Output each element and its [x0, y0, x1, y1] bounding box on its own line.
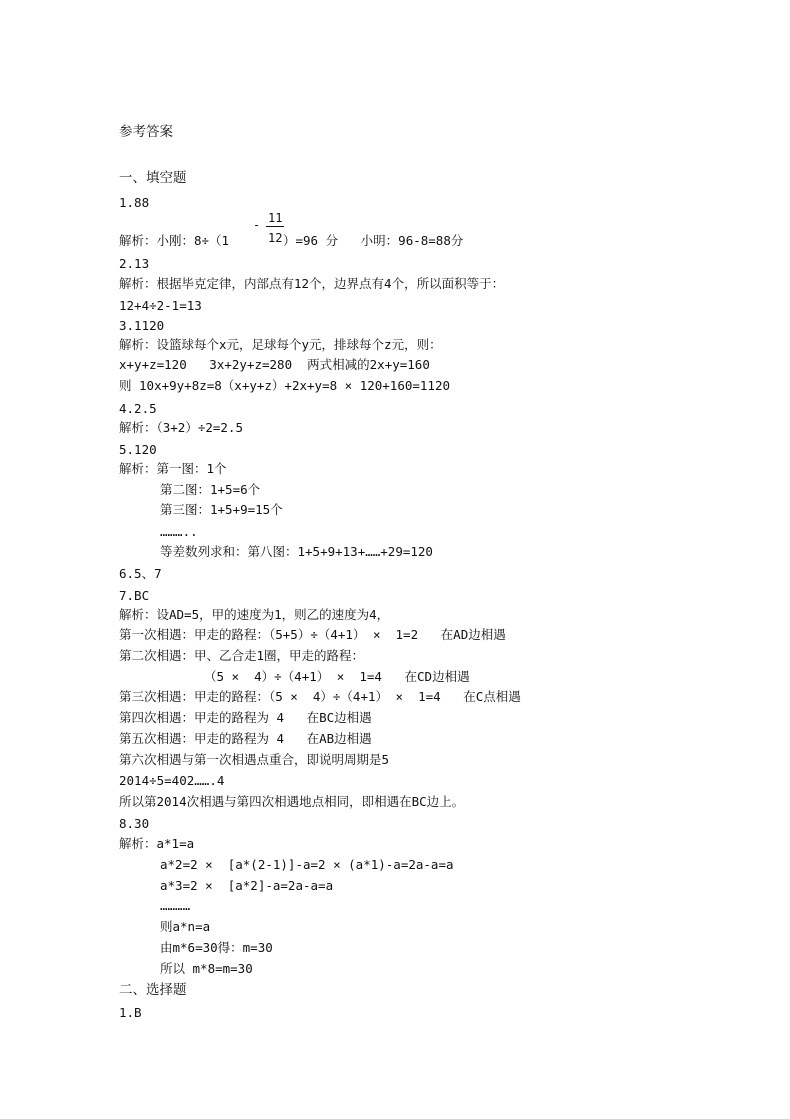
q5-explanation: 解析：第一图：1个 — [119, 461, 227, 476]
q2-number: 2.13 — [119, 256, 150, 271]
page-title: 参考答案 — [119, 124, 173, 140]
q5-number: 5.120 — [119, 442, 157, 457]
q1-explanation-suffix: ）=96 分 小明：96-8=88分 — [283, 233, 464, 248]
q7-meeting-2: 第二次相遇：甲、乙合走1圈，甲走的路程： — [119, 648, 365, 663]
q5-sum: 等差数列求和：第八图：1+5+9+13+……+29=120 — [160, 544, 433, 559]
q5-figure-3: 第三图：1+5+9=15个 — [160, 502, 283, 517]
q8-answer: 所以 m*8=m=30 — [160, 961, 253, 976]
q7-explanation: 解析：设AD=5，甲的速度为1，则乙的速度为4， — [119, 607, 390, 622]
q7-meeting-5: 第五次相遇：甲走的路程为 4 在AB边相遇 — [119, 731, 372, 746]
q7-meeting-4: 第四次相遇：甲走的路程为 4 在BC边相遇 — [119, 710, 372, 725]
c1-number: 1.B — [119, 1005, 142, 1020]
q3-result: 则 10x+9y+8z=8（x+y+z）+2x+y=8 × 120+160=1120 — [119, 378, 450, 393]
q3-explanation: 解析：设篮球每个x元，足球每个y元，排球每个z元，则： — [119, 337, 442, 352]
q7-division: 2014÷5=402…….4 — [119, 773, 225, 788]
q8-solve: 由m*6=30得：m=30 — [160, 940, 273, 955]
q1-fraction-numerator: 11 — [268, 211, 283, 225]
q8-general: 则a*n=a — [160, 919, 211, 934]
q1-minus-sign: - — [253, 218, 261, 232]
q4-number: 4.2.5 — [119, 401, 157, 416]
q5-ellipsis: ……….. — [160, 524, 198, 539]
q3-number: 3.1120 — [119, 318, 165, 333]
q1-fraction-bar — [266, 226, 284, 227]
q8-step-2: a*2=2 × [a*(2-1)]-a=2 × (a*1)-a=2a-a=a — [160, 857, 454, 872]
q7-meeting-2-calc: （5 × 4）÷（4+1） × 1=4 在CD边相遇 — [204, 669, 470, 684]
q8-explanation: 解析：a*1=a — [119, 836, 195, 851]
q8-ellipsis: ………… — [160, 898, 191, 913]
q8-step-3: a*3=2 × [a*2]-a=2a-a=a — [160, 878, 334, 893]
q7-number: 7.BC — [119, 588, 150, 603]
q7-meeting-1: 第一次相遇：甲走的路程：（5+5）÷（4+1） × 1=2 在AD边相遇 — [119, 627, 506, 642]
q7-conclusion: 所以第2014次相遇与第四次相遇地点相同，即相遇在BC边上。 — [119, 794, 465, 809]
q1-explanation-prefix: 解析：小刚：8÷（1 — [119, 233, 230, 248]
q6-number: 6.5、7 — [119, 566, 162, 581]
q7-meeting-6: 第六次相遇与第一次相遇点重合，即说明周期是5 — [119, 752, 390, 767]
q3-equations: x+y+z=120 3x+2y+z=280 两式相减的2x+y=160 — [119, 357, 430, 372]
q1-fraction-denominator: 12 — [268, 231, 283, 245]
q2-formula: 12+4÷2-1=13 — [119, 298, 202, 313]
q7-meeting-3: 第三次相遇：甲走的路程：（5 × 4）÷（4+1） × 1=4 在C点相遇 — [119, 689, 521, 704]
q1-number: 1.88 — [119, 195, 150, 210]
q5-figure-2: 第二图：1+5=6个 — [160, 482, 261, 497]
q2-explanation: 解析：根据毕克定律，内部点有12个，边界点有4个，所以面积等于： — [119, 276, 505, 291]
section-heading-fill-blank: 一、填空题 — [119, 170, 187, 186]
q4-explanation: 解析：（3+2）÷2=2.5 — [119, 420, 243, 435]
q8-number: 8.30 — [119, 816, 150, 831]
section-heading-choice: 二、选择题 — [119, 982, 187, 998]
